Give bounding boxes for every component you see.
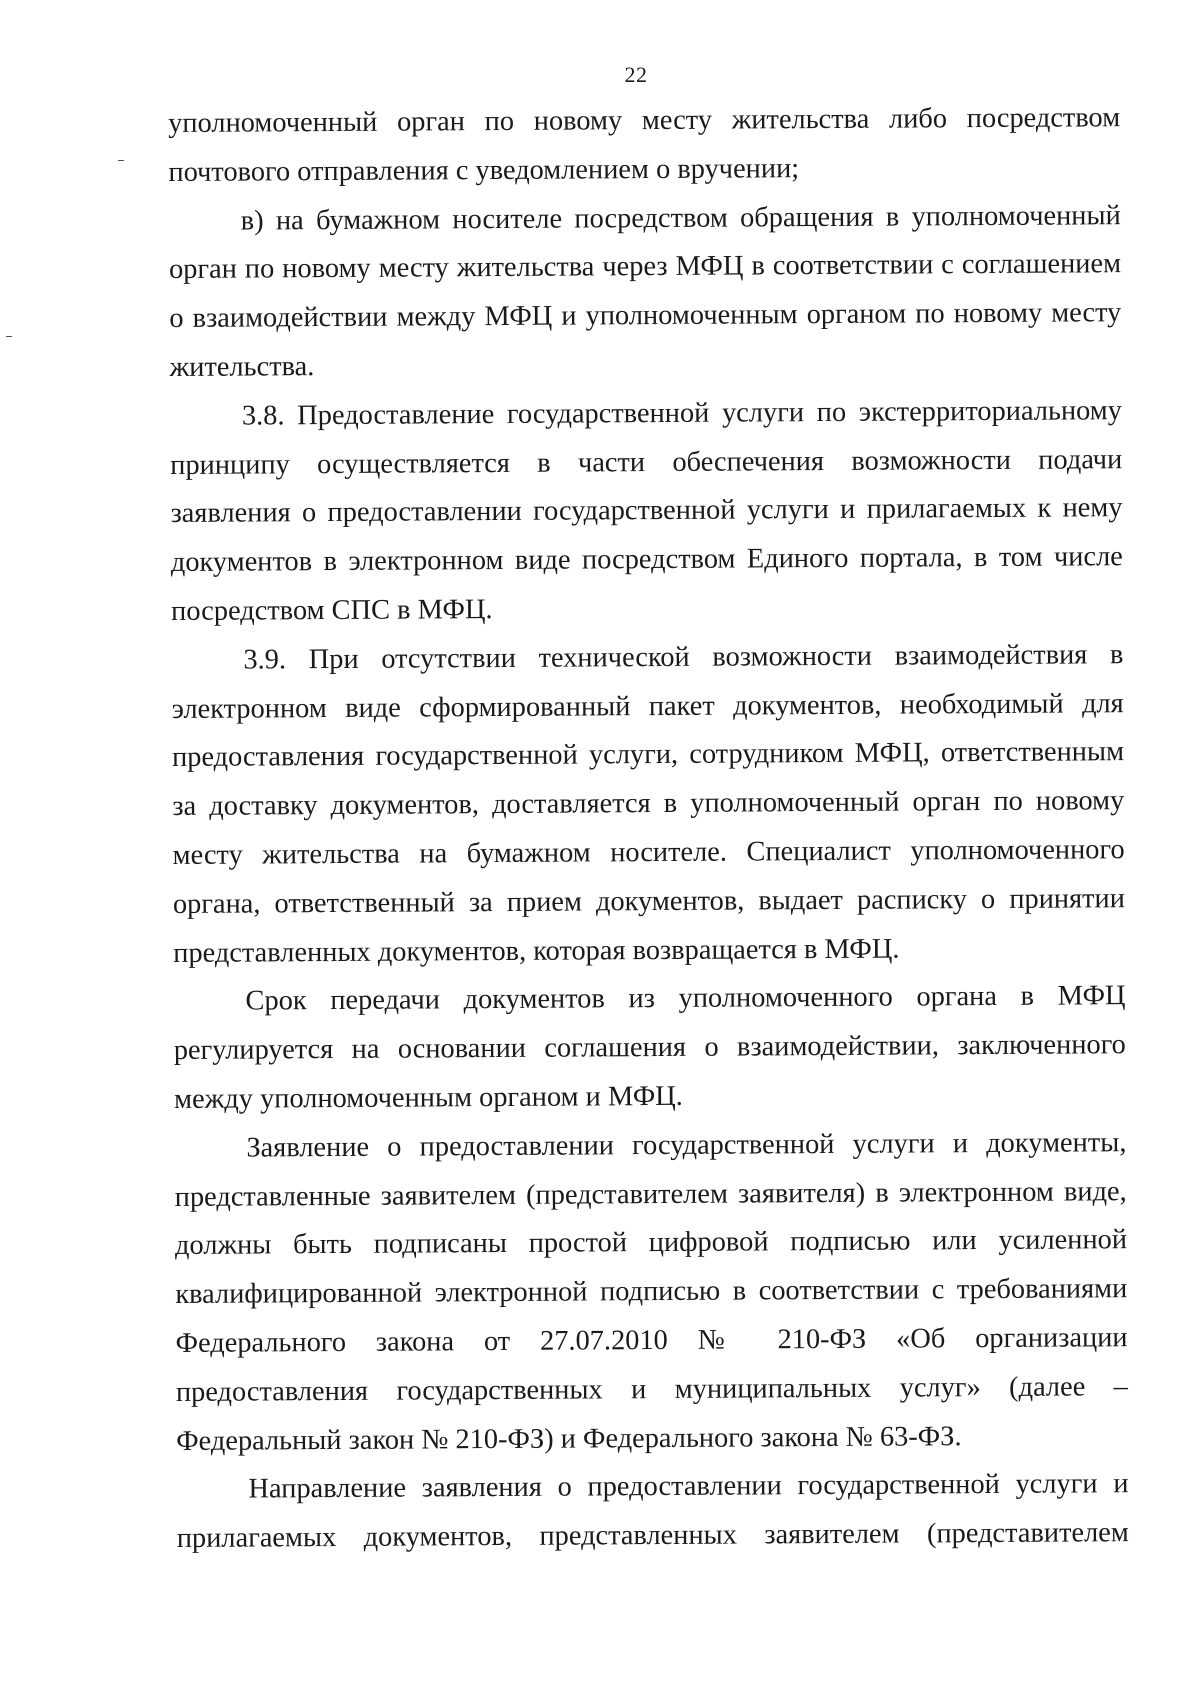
paragraph-3: 3.8. Предоставление государственной услуги по экстерриториальному принципу осуществляется в части обеспечения возможности подачи заявления о предоставлении государственной услуги и прилагаемых к нему документов в электронном виде посредством Единого портала, в том числе посредством СПС в МФЦ. <box>170 394 1123 627</box>
paragraph-5: Срок передачи документов из уполномоченного органа в МФЦ регулируется на основании соглашения о взаимодействии, заключенного между уполномоченным органом и МФЦ. <box>173 980 1126 1115</box>
margin-scan-mark <box>6 336 12 337</box>
paragraph-2: в) на бумажном носителе посредством обращения в уполномоченный орган по новому месту жительства через МФЦ в соответствии с соглашением о взаимодействии между МФЦ и уполномоченным органом по новому месту жительства. <box>168 199 1122 383</box>
document-body <box>168 94 1129 1564</box>
paragraph-1: уполномоченный орган по новому месту жительства либо посредством почтового отправления с уведомлением о вручении; <box>168 102 1121 188</box>
margin-scan-mark <box>118 160 124 161</box>
paragraph-4: 3.9. При отсутствии технической возможности взаимодействия в электронном виде сформированный пакет документов, необходимый для предоставления государственной услуги, сотрудником МФЦ, ответственным за доставку документов, доставляется в уполномоченный орган по новому месту жительства на бумажном носителе. Специалист уполномоченного органа, ответственный за прием документов, выдает расписку о принятии представленных документов, которая возвращается в МФЦ. <box>171 638 1125 969</box>
paragraph-6: Заявление о предоставлении государственной услуги и документы, представленные заявителем (представителем заявителя) в электронном виде, должны быть подписаны простой цифровой подписью или усиленной квалифицированной электронной подписью в соответствии с требованиями Федерального закона от 27.07.2010 № 210-ФЗ «Об организации предоставления государственных и муниципальных услуг» (далее – Федеральный закон № 210-ФЗ) и Федерального закона № 63-ФЗ. <box>174 1126 1128 1457</box>
paragraph-7: Направление заявления о предоставлении государственной услуги и прилагаемых документов, представленных заявителем (представителем <box>176 1468 1129 1555</box>
page-number: 22 <box>624 62 648 87</box>
